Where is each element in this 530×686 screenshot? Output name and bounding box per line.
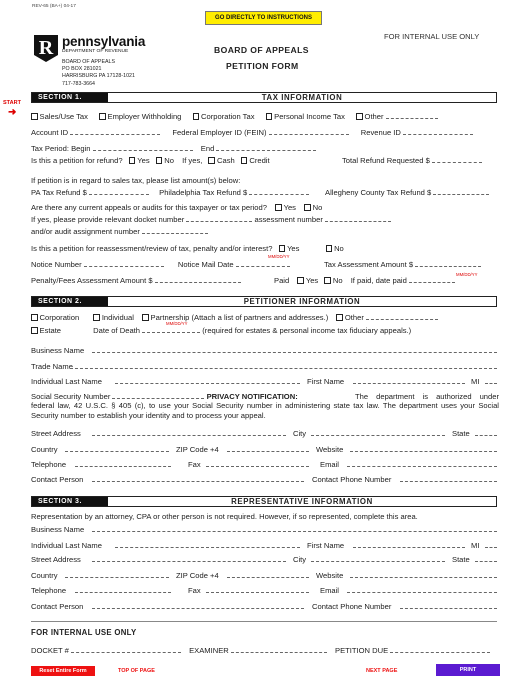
website-field[interactable]: [350, 445, 497, 452]
rep-business-name-field[interactable]: [92, 525, 497, 532]
tax-assessment-label: Tax Assessment Amount $: [324, 260, 414, 269]
checkbox-label: Other: [364, 112, 384, 121]
notice-row: [31, 260, 290, 269]
appeals-no-checkbox[interactable]: [304, 204, 311, 211]
divider: [31, 621, 497, 622]
allegheny-row: [325, 188, 489, 197]
other-entity-label: Other: [344, 313, 364, 322]
rep-individual-last-field[interactable]: [115, 541, 300, 548]
estate-row: [31, 326, 411, 335]
fein-field[interactable]: [269, 128, 349, 135]
no-label: No: [164, 156, 174, 165]
audit-label: and/or audit assignment number: [31, 227, 140, 236]
yes-label: Yes: [137, 156, 150, 165]
credit-label: Credit: [249, 156, 270, 165]
city-label: City: [293, 429, 307, 438]
other-entity-checkbox[interactable]: [336, 314, 343, 321]
rep-contact-person-label: Contact Person: [31, 602, 84, 611]
corporation-tax-checkbox[interactable]: [193, 113, 200, 120]
entity-row: [31, 313, 438, 322]
appeals-yes-checkbox[interactable]: [275, 204, 282, 211]
next-page-link[interactable]: NEXT PAGE: [366, 668, 398, 674]
rep-contact-person-field[interactable]: [92, 602, 304, 609]
country-label: Country: [31, 445, 58, 454]
penalty-row: [31, 276, 241, 285]
rep-street-label: Street Address: [31, 555, 81, 564]
other-tax-field[interactable]: [386, 112, 438, 119]
go-to-instructions-button[interactable]: GO DIRECTLY TO INSTRUCTIONS: [205, 11, 322, 25]
if-paid-label: If paid, date paid: [350, 276, 407, 285]
other-entity-field[interactable]: [366, 313, 438, 320]
estate-label: Estate: [39, 326, 62, 335]
mmddyy-hint: MM/DD/YY: [456, 272, 478, 277]
paid-yes-checkbox[interactable]: [297, 277, 304, 284]
corporation-checkbox[interactable]: [31, 314, 38, 321]
penalty-field[interactable]: [155, 276, 241, 283]
business-name-label: Business Name: [31, 346, 85, 355]
trade-name-label: Trade Name: [31, 362, 73, 371]
audit-row: [31, 227, 208, 236]
rep-mi-label: MI: [471, 541, 480, 550]
docket-number-field[interactable]: [71, 646, 181, 653]
form-subtitle: PETITION FORM: [226, 61, 299, 71]
print-button[interactable]: PRINT: [436, 664, 500, 676]
notice-number-label: Notice Number: [31, 260, 82, 269]
rep-contact-phone-field[interactable]: [400, 602, 497, 609]
trade-name-field[interactable]: [70, 362, 497, 369]
notice-date-label: Notice Mail Date: [177, 260, 234, 269]
privacy-text: The department is authorized under federal law, 42 U.S.C. § 405 (c), to use your Social Security number in administering state tax law. The department uses your Social Security number to establish your identity and to process your appeal.: [31, 392, 499, 420]
address-line: BOARD OF APPEALS: [62, 59, 115, 65]
mi-label: MI: [471, 377, 480, 386]
date-of-death-field[interactable]: [142, 326, 200, 333]
rep-business-name-label: Business Name: [31, 525, 85, 534]
rep-street-field[interactable]: [92, 555, 286, 562]
date-of-death-label: Date of Death: [93, 326, 141, 335]
rep-telephone-field[interactable]: [75, 586, 171, 593]
contact-person-field[interactable]: [92, 475, 304, 482]
employer-withholding-checkbox[interactable]: [99, 113, 106, 120]
city-field[interactable]: [311, 429, 445, 436]
rep-zip-field[interactable]: [227, 571, 309, 578]
estate-note: (required for estates & personal income tax fiduciary appeals.): [202, 326, 412, 335]
revenue-id-label: Revenue ID: [360, 128, 401, 137]
street-field[interactable]: [92, 429, 286, 436]
contact-person-label: Contact Person: [31, 475, 84, 484]
logo-wordmark: pennsylvania: [62, 34, 146, 49]
tax-assessment-field[interactable]: [415, 260, 481, 267]
mi-field[interactable]: [485, 377, 497, 384]
examiner-label: EXAMINER: [189, 646, 229, 655]
internal-use-label: FOR INTERNAL USE ONLY: [384, 32, 480, 41]
tax-period-row: [31, 144, 316, 153]
rep-email-field[interactable]: [347, 586, 497, 593]
assessment-number-field[interactable]: [325, 215, 391, 222]
logo-department: DEPARTMENT OF REVENUE: [62, 49, 129, 54]
docket-label: If yes, please provide relevant docket number: [31, 215, 185, 224]
start-label: START: [3, 100, 21, 106]
phila-refund-field[interactable]: [249, 188, 309, 195]
tax-type-row: [31, 112, 438, 121]
checkbox-label: Personal Income Tax: [274, 112, 345, 121]
rep-city-label: City: [293, 555, 307, 564]
rep-website-field[interactable]: [350, 571, 497, 578]
total-refund-field[interactable]: [432, 156, 482, 163]
tax-period-begin-label: Tax Period: Begin: [31, 144, 91, 153]
fax-label: Fax: [188, 460, 201, 469]
individual-last-field[interactable]: [115, 377, 300, 384]
form-number: REV-65 (BA+) 04-17: [32, 4, 76, 9]
section-3-label: SECTION 3.: [32, 497, 108, 506]
privacy-title: PRIVACY NOTIFICATION:: [206, 392, 298, 401]
reset-form-button[interactable]: Reset Entire Form: [31, 666, 95, 676]
penalty-label: Penalty/Fees Assessment Amount $: [31, 276, 153, 285]
form-title: BOARD OF APPEALS: [214, 45, 309, 55]
state-label: State: [452, 429, 470, 438]
rep-city-field[interactable]: [311, 555, 445, 562]
section-1-title: TAX INFORMATION: [261, 93, 343, 102]
refund-question: Is this a petition for refund?: [31, 156, 123, 165]
rep-zip-label: ZIP Code +4: [176, 571, 219, 580]
examiner-field[interactable]: [231, 646, 327, 653]
rep-first-name-label: First Name: [307, 541, 345, 550]
yes-label: Yes: [305, 276, 319, 285]
section-2-header: [31, 296, 497, 307]
zip-label: ZIP Code +4: [176, 445, 219, 454]
pa-refund-label: PA Tax Refund $: [31, 188, 87, 197]
contact-phone-label: Contact Phone Number: [312, 475, 392, 484]
business-name-field[interactable]: [92, 346, 497, 353]
section-2-label: SECTION 2.: [32, 297, 108, 306]
section-1-header: [31, 92, 497, 103]
tax-period-begin-field[interactable]: [93, 144, 193, 151]
top-of-page-link[interactable]: TOP OF PAGE: [118, 668, 155, 674]
email-label: Email: [320, 460, 339, 469]
petition-due-field[interactable]: [390, 646, 490, 653]
rep-first-name-field[interactable]: [353, 541, 465, 548]
reassess-question: Is this a petition for reassessment/review of tax, penalty and/or interest?: [31, 244, 273, 253]
individual-last-label: Individual Last Name: [31, 377, 102, 386]
section-3-title: REPRESENTATIVE INFORMATION: [231, 497, 373, 506]
zip-field[interactable]: [227, 445, 309, 452]
reassess-no-checkbox[interactable]: [326, 245, 333, 252]
estate-checkbox[interactable]: [31, 327, 38, 334]
address-line: HARRISBURG PA 17128-1021: [62, 73, 135, 79]
state-field[interactable]: [475, 429, 497, 436]
no-label: No: [334, 244, 344, 253]
country-field[interactable]: [65, 445, 169, 452]
rep-fax-field[interactable]: [206, 586, 309, 593]
tax-assessment-row: [324, 260, 481, 269]
rep-individual-last-label: Individual Last Name: [31, 541, 102, 550]
first-name-label: First Name: [307, 377, 345, 386]
refund-row: [31, 156, 270, 165]
allegheny-refund-field[interactable]: [433, 188, 489, 195]
checkbox-label: Corporation Tax: [201, 112, 255, 121]
id-row: [31, 128, 473, 137]
appeals-row: [31, 203, 322, 212]
rep-website-label: Website: [316, 571, 344, 580]
petition-due-label: PETITION DUE: [335, 646, 389, 655]
rep-mi-field[interactable]: [485, 541, 497, 548]
mmddyy-hint: MM/DD/YY: [166, 321, 188, 326]
section-1-label: SECTION 1.: [32, 93, 108, 102]
rep-contact-phone-label: Contact Phone Number: [312, 602, 392, 611]
refund-no-checkbox[interactable]: [156, 157, 163, 164]
sales-use-checkbox[interactable]: [31, 113, 38, 120]
phila-refund-label: Philadelphia Tax Refund $: [159, 188, 248, 197]
website-label: Website: [316, 445, 344, 454]
allegheny-refund-label: Allegheny County Tax Refund $: [325, 188, 432, 197]
credit-checkbox[interactable]: [241, 157, 248, 164]
fein-label: Federal Employer ID (FEIN): [172, 128, 267, 137]
rep-country-field[interactable]: [65, 571, 169, 578]
internal-use-row: [31, 646, 490, 655]
total-refund-row: [342, 156, 482, 165]
street-label: Street Address: [31, 429, 81, 438]
section-3-header: [31, 496, 497, 507]
section-2-title: PETITIONER INFORMATION: [243, 297, 361, 306]
corporation-label: Corporation: [39, 313, 80, 322]
email-field[interactable]: [347, 460, 497, 467]
account-id-label: Account ID: [31, 128, 69, 137]
docket-row: [31, 215, 391, 224]
internal-use-title: FOR INTERNAL USE ONLY: [31, 628, 137, 637]
pa-refund-field[interactable]: [89, 188, 149, 195]
cash-checkbox[interactable]: [208, 157, 215, 164]
address-line: PO BOX 281021: [62, 66, 102, 72]
mmddyy-hint: MM/DD/YY: [268, 254, 290, 259]
sales-amount-row: [31, 188, 309, 197]
rep-state-field[interactable]: [475, 555, 497, 562]
audit-field[interactable]: [142, 227, 208, 234]
individual-label: Individual: [101, 313, 134, 322]
svg-text:R: R: [38, 37, 54, 59]
fax-field[interactable]: [206, 460, 309, 467]
tax-period-end-field[interactable]: [216, 144, 316, 151]
address-line: 717-783-3664: [62, 81, 95, 87]
other-tax-checkbox[interactable]: [356, 113, 363, 120]
representation-intro: Representation by an attorney, CPA or other person is not required. However, if so represented, complete this area.: [31, 512, 418, 521]
telephone-field[interactable]: [75, 460, 171, 467]
partnership-checkbox[interactable]: [142, 314, 149, 321]
total-refund-label: Total Refund Requested $: [342, 156, 430, 165]
docket-label: DOCKET #: [31, 646, 69, 655]
revenue-id-field[interactable]: [403, 128, 473, 135]
no-label: No: [332, 276, 343, 285]
individual-checkbox[interactable]: [93, 314, 100, 321]
checkbox-label: Sales/Use Tax: [39, 112, 88, 121]
docket-field[interactable]: [186, 215, 252, 222]
if-yes-label: If yes,: [182, 156, 203, 165]
cash-label: Cash: [216, 156, 235, 165]
rep-fax-label: Fax: [188, 586, 201, 595]
assessment-number-label: assessment number: [254, 215, 323, 224]
personal-income-tax-checkbox[interactable]: [266, 113, 273, 120]
account-id-field[interactable]: [70, 128, 160, 135]
current-appeals-question: Are there any current appeals or audits for this taxpayer or tax period?: [31, 203, 267, 212]
yes-label: Yes: [283, 203, 296, 212]
ssn-label: Social Security Number: [31, 392, 111, 401]
date-paid-field[interactable]: [409, 276, 455, 283]
rep-email-label: Email: [320, 586, 339, 595]
yes-label: Yes: [287, 244, 300, 253]
pa-keystone-logo-icon: [32, 33, 60, 63]
rep-state-label: State: [452, 555, 470, 564]
notice-date-field[interactable]: [236, 260, 290, 267]
sales-tax-question: If petition is in regard to sales tax, please list amount(s) below:: [31, 176, 241, 185]
start-arrow-icon: ➜: [8, 107, 17, 118]
paid-no-checkbox[interactable]: [324, 277, 331, 284]
no-label: No: [312, 203, 323, 212]
rep-telephone-label: Telephone: [31, 586, 67, 595]
tax-period-end-label: End: [200, 144, 215, 153]
reassess-yes-checkbox[interactable]: [279, 245, 286, 252]
paid-label: Paid: [274, 276, 290, 285]
contact-phone-field[interactable]: [400, 475, 497, 482]
refund-yes-checkbox[interactable]: [129, 157, 136, 164]
first-name-field[interactable]: [353, 377, 465, 384]
rep-country-label: Country: [31, 571, 58, 580]
reassess-row: [31, 244, 344, 253]
notice-number-field[interactable]: [84, 260, 164, 267]
paid-row: [274, 276, 455, 285]
telephone-label: Telephone: [31, 460, 67, 469]
partnership-label: Partnership (Attach a list of partners and addresses.): [150, 313, 329, 322]
checkbox-label: Employer Withholding: [107, 112, 182, 121]
